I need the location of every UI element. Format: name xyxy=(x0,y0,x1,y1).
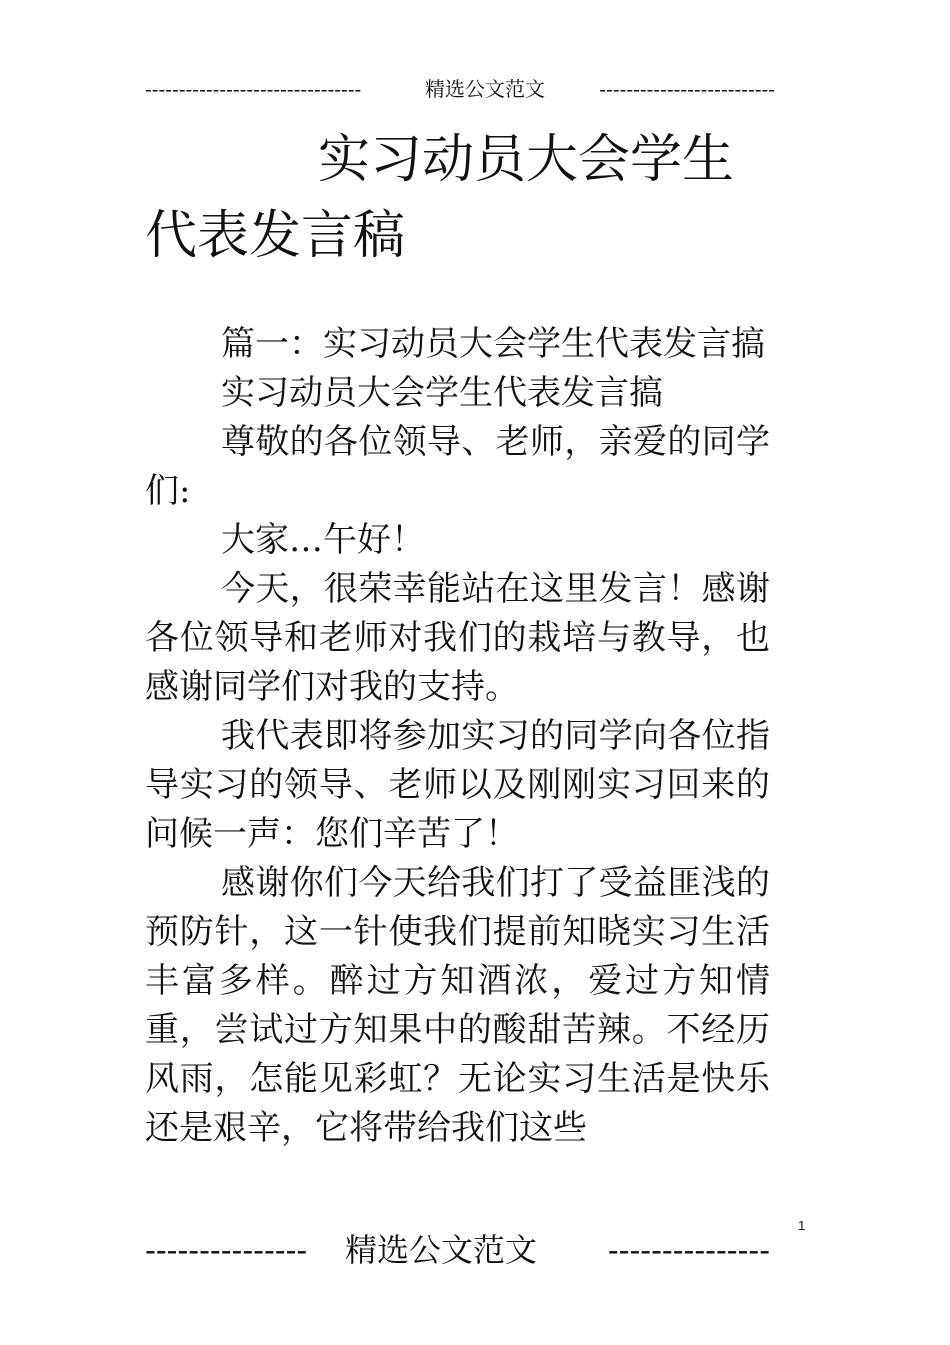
document-body xyxy=(145,320,770,1153)
paragraph: 感谢你们今天给我们打了受益匪浅的预防针，这一针使我们提前知晓实习生活丰富多样。醉过方知酒浓，爱过方知情重，尝试过方知果中的酸甜苦辣。不经历风雨，怎能见彩虹？无论实习生活是快乐还是艰辛，它将带给我们这些 xyxy=(145,863,770,1148)
page-header xyxy=(145,74,775,104)
page-number: 1 xyxy=(798,1218,806,1233)
page-footer xyxy=(145,1228,770,1272)
footer-dashes-right: --------------- xyxy=(607,1231,770,1269)
footer-dashes-left: --------------- xyxy=(145,1231,308,1269)
header-label: 精选公文范文 xyxy=(425,77,545,101)
footer-label: 精选公文范文 xyxy=(345,1231,538,1269)
header-dashes-left: -------------------------------- xyxy=(145,77,362,101)
header-dashes-right: -------------------------- xyxy=(599,77,775,101)
paragraph: 实习动员大会学生代表发言搞 xyxy=(221,373,663,413)
paragraph: 尊敬的各位领导、老师，亲爱的同学们: xyxy=(145,422,770,511)
paragraph: 大家…午好！ xyxy=(221,520,425,560)
paragraph: 篇一：实习动员大会学生代表发言搞 xyxy=(221,324,765,364)
document-title-line1: 实习动员大会学生 xyxy=(318,130,735,190)
paragraph: 我代表即将参加实习的同学向各位指导实习的领导、老师以及刚刚实习回来的问候一声：您们辛苦了！ xyxy=(145,716,770,854)
paragraph: 今天，很荣幸能站在这里发言！感谢各位领导和老师对我们的栽培与教导，也感谢同学们对我的支持。 xyxy=(145,569,770,707)
document-title-line2: 代表发言稿 xyxy=(145,206,406,266)
